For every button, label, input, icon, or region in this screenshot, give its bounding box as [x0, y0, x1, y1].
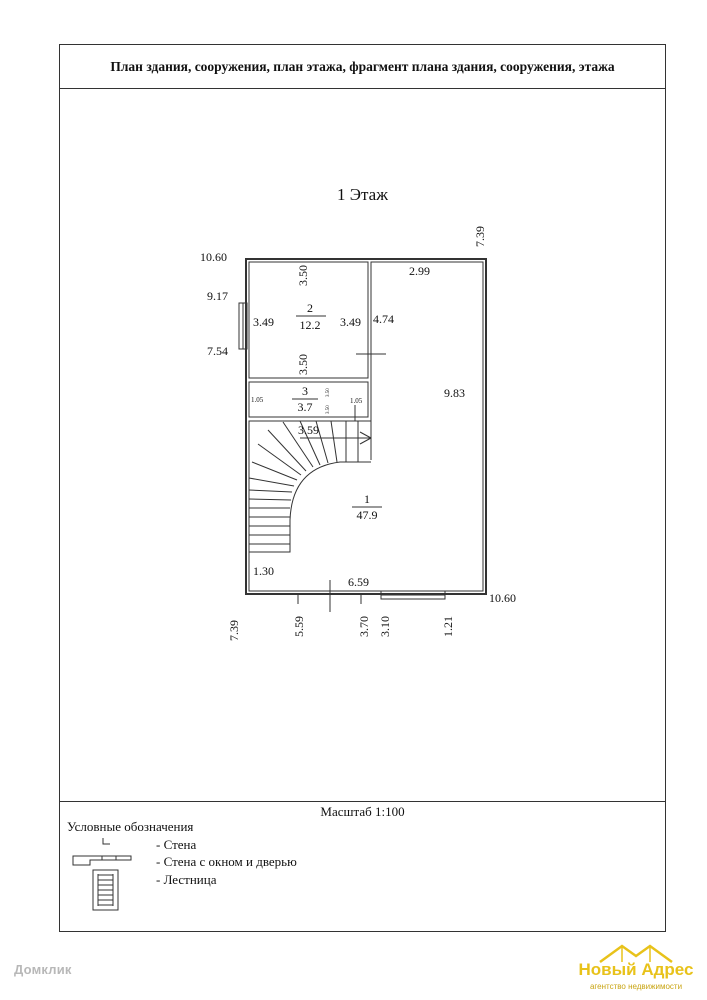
legend-item-wall-window-door: - Стена с окном и дверью: [156, 854, 297, 869]
dim-room2-bottom: 3.50: [296, 354, 310, 375]
brand-tagline: агентство недвижимости: [589, 982, 683, 991]
legend-icons: [73, 838, 131, 910]
stair-arrow: [360, 432, 371, 438]
legend-title: Условные обозначения: [67, 819, 194, 834]
dim-top-right-width: 2.99: [409, 264, 430, 278]
dim-bottom-right-level: 10.60: [489, 591, 516, 605]
dim-window-bottom: 7.54: [207, 344, 228, 358]
domclick-watermark: Домклик: [14, 962, 72, 977]
room-1-number: 1: [364, 492, 370, 506]
legend-wall-icon: [103, 838, 110, 844]
dim-room3-small-top: 3.50: [326, 388, 331, 397]
dim-window-top: 9.17: [207, 289, 228, 303]
dim-bottom-mark-2: 3.70: [357, 616, 371, 637]
brand-logo: [570, 942, 702, 998]
dim-stair-width: 3.59: [298, 423, 319, 437]
room-3-area: 3.7: [297, 400, 313, 414]
legend-item-stairs: - Лестница: [156, 872, 217, 887]
stair-arrow: [360, 438, 371, 444]
room-1-wall: [249, 262, 483, 591]
staircase: [249, 421, 371, 552]
dim-room3-right: 1.05: [350, 397, 363, 405]
dim-top-left-level: 10.60: [200, 250, 227, 264]
dim-bottom-mark-3: 3.10: [378, 616, 392, 637]
dim-bottom-left-level: 7.39: [227, 620, 241, 641]
room-3-number: 3: [302, 384, 308, 398]
dim-room1-height: 9.83: [444, 386, 465, 400]
brand-name: Новый Адрес: [578, 960, 694, 979]
dim-room2-top: 3.50: [296, 265, 310, 286]
floor-title: 1 Этаж: [337, 185, 388, 204]
dim-corridor-width: 4.74: [373, 312, 394, 326]
dim-bottom-mark-1: 5.59: [292, 616, 306, 637]
dim-bottom-mark-4: 1.21: [441, 616, 455, 637]
room-2-area: 12.2: [299, 318, 321, 332]
room-1-area: 47.9: [356, 508, 378, 522]
dim-bottom-left-small: 1.30: [253, 564, 274, 578]
legend-item-wall: - Стена: [156, 837, 197, 852]
dim-top-right-level: 7.39: [473, 226, 487, 247]
room-2-number: 2: [307, 301, 313, 315]
dim-room2-right: 3.49: [340, 315, 361, 329]
dim-room2-left: 3.49: [253, 315, 274, 329]
dim-room3-small-bottom: 3.50: [326, 405, 331, 414]
scale-label: Масштаб 1:100: [60, 801, 665, 822]
sheet-title: План здания, сооружения, план этажа, фрагмент плана здания, сооружения, этажа: [110, 58, 615, 74]
dim-bottom-width: 6.59: [348, 575, 369, 589]
dim-room3-left: 1.05: [251, 396, 264, 404]
